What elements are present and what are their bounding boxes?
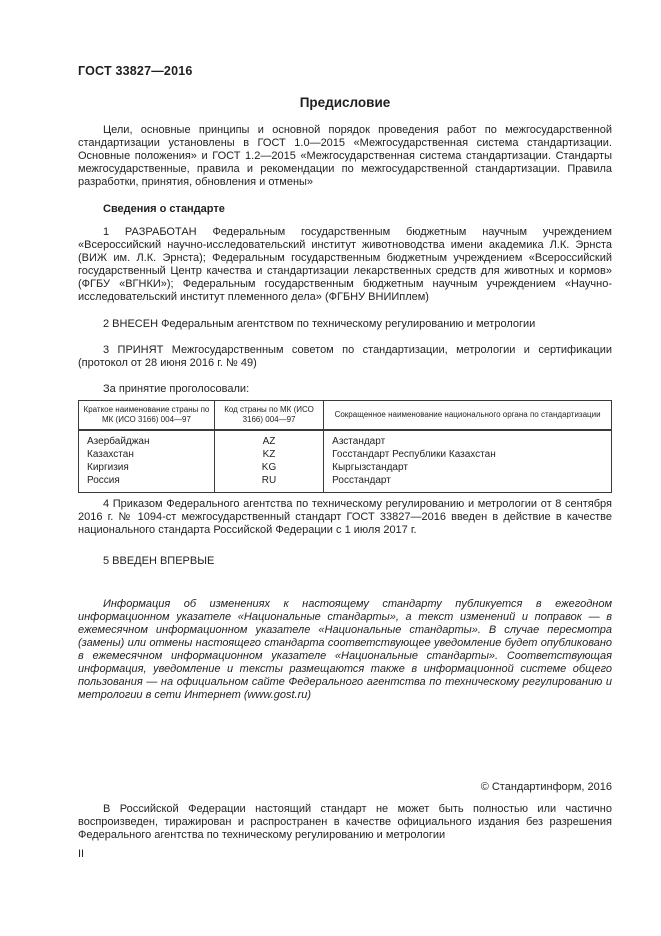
- cell-code: KG: [214, 461, 323, 474]
- info-item-developed: 1 РАЗРАБОТАН Федеральным государственным бюджетным научным учреждением «Всероссийский научно-исследовательский институт животноводства имени академика Л.К. Эрнста (ВИЖ им. Л.К. Эрнста); Федеральным государственным бюджетным учреждением «Всероссийский государственный Центр качества и стандартизации лекарственных средств для животных и кормов» (ФГБУ «ВГНКИ»); Федеральным государственным бюджетным научным учреждением «Научно-исследовательский институт племенного дела» (ФГБНУ ВНИИплем): [78, 226, 612, 303]
- vote-table: [78, 400, 612, 493]
- table-row: [79, 448, 612, 461]
- cell-org: Госстандарт Республики Казахстан: [324, 448, 612, 461]
- vote-table-container: [78, 400, 612, 493]
- intro-paragraph: Цели, основные принципы и основной порядок проведения работ по межгосударственной стандартизации установлены в ГОСТ 1.0—2015 «Межгосударственная система стандартизации. Основные положения» и ГОСТ 1.2—2015 «Межгосударственная система стандартизации. Стандарты межгосударственные, правила и рекомендации по межгосударственной стандартизации. Правила разработки, принятия, обновления и отмены»: [78, 124, 612, 188]
- cell-org: Кыргызстандарт: [324, 461, 612, 474]
- col-header-org: Сокращенное наименование национального органа по стандартизации: [324, 401, 612, 431]
- doc-code: ГОСТ 33827—2016: [78, 64, 193, 78]
- cell-country: Россия: [79, 474, 215, 493]
- info-item-submitted: 2 ВНЕСЕН Федеральным агентством по техническому регулированию и метрологии: [103, 318, 536, 330]
- change-notice: Информация об изменениях к настоящему стандарту публикуется в ежегодном информационном указателе «Национальные стандарты», а текст изменений и поправок — в ежемесячном информационном указателе «Национальные стандарты». В случае пересмотра (замены) или отмены настоящего стандарта соответствующее уведомление будет опубликовано в ежемесячном информационном указателе «Национальные стандарты». Соответствующая информация, уведомление и тексты размещаются также в информационной системе общего пользования — на официальном сайте Федерального агентства по техническому регулированию и метрологии в сети Интернет (www.gost.ru): [78, 598, 612, 701]
- cell-country: Киргизия: [79, 461, 215, 474]
- cell-code: RU: [214, 474, 323, 493]
- cell-org: Азстандарт: [324, 430, 612, 448]
- page-title: Предисловие: [299, 95, 391, 110]
- info-item-adopted: 3 ПРИНЯТ Межгосударственным советом по стандартизации, метрологии и сертификации (протокол от 28 июня 2016 г. № 49): [78, 344, 612, 369]
- col-header-code: Код страны по МК (ИСО 3166) 004—97: [214, 401, 323, 431]
- col-header-country: Краткое наименование страны по МК (ИСО 3166) 004—97: [79, 401, 215, 431]
- table-header-row: [79, 401, 612, 431]
- info-item-order: 4 Приказом Федерального агентства по техническому регулированию и метрологии от 8 сентября 2016 г. № 1094-ст межгосударственный стандарт ГОСТ 33827—2016 введен в действие в качестве национального стандарта Российской Федерации с 1 июля 2017 г.: [78, 498, 612, 536]
- page-number: II: [78, 848, 85, 860]
- cell-org: Росстандарт: [324, 474, 612, 493]
- cell-country: Азербайджан: [79, 430, 215, 448]
- vote-intro: За принятие проголосовали:: [103, 383, 250, 395]
- table-row: [79, 461, 612, 474]
- cell-code: KZ: [214, 448, 323, 461]
- cell-code: AZ: [214, 430, 323, 448]
- table-row: [79, 430, 612, 448]
- table-row: [79, 474, 612, 493]
- standard-info-heading: Сведения о стандарте: [103, 203, 225, 215]
- copyright-line: © Стандартинформ, 2016: [480, 781, 612, 793]
- cell-country: Казахстан: [79, 448, 215, 461]
- info-item-first-introduced: 5 ВВЕДЕН ВПЕРВЫЕ: [103, 555, 215, 567]
- reproduction-notice: В Российской Федерации настоящий стандарт не может быть полностью или частично воспроизведен, тиражирован и распространен в качестве официального издания без разрешения Федерального агентства по техническому регулированию и метрологии: [78, 803, 612, 841]
